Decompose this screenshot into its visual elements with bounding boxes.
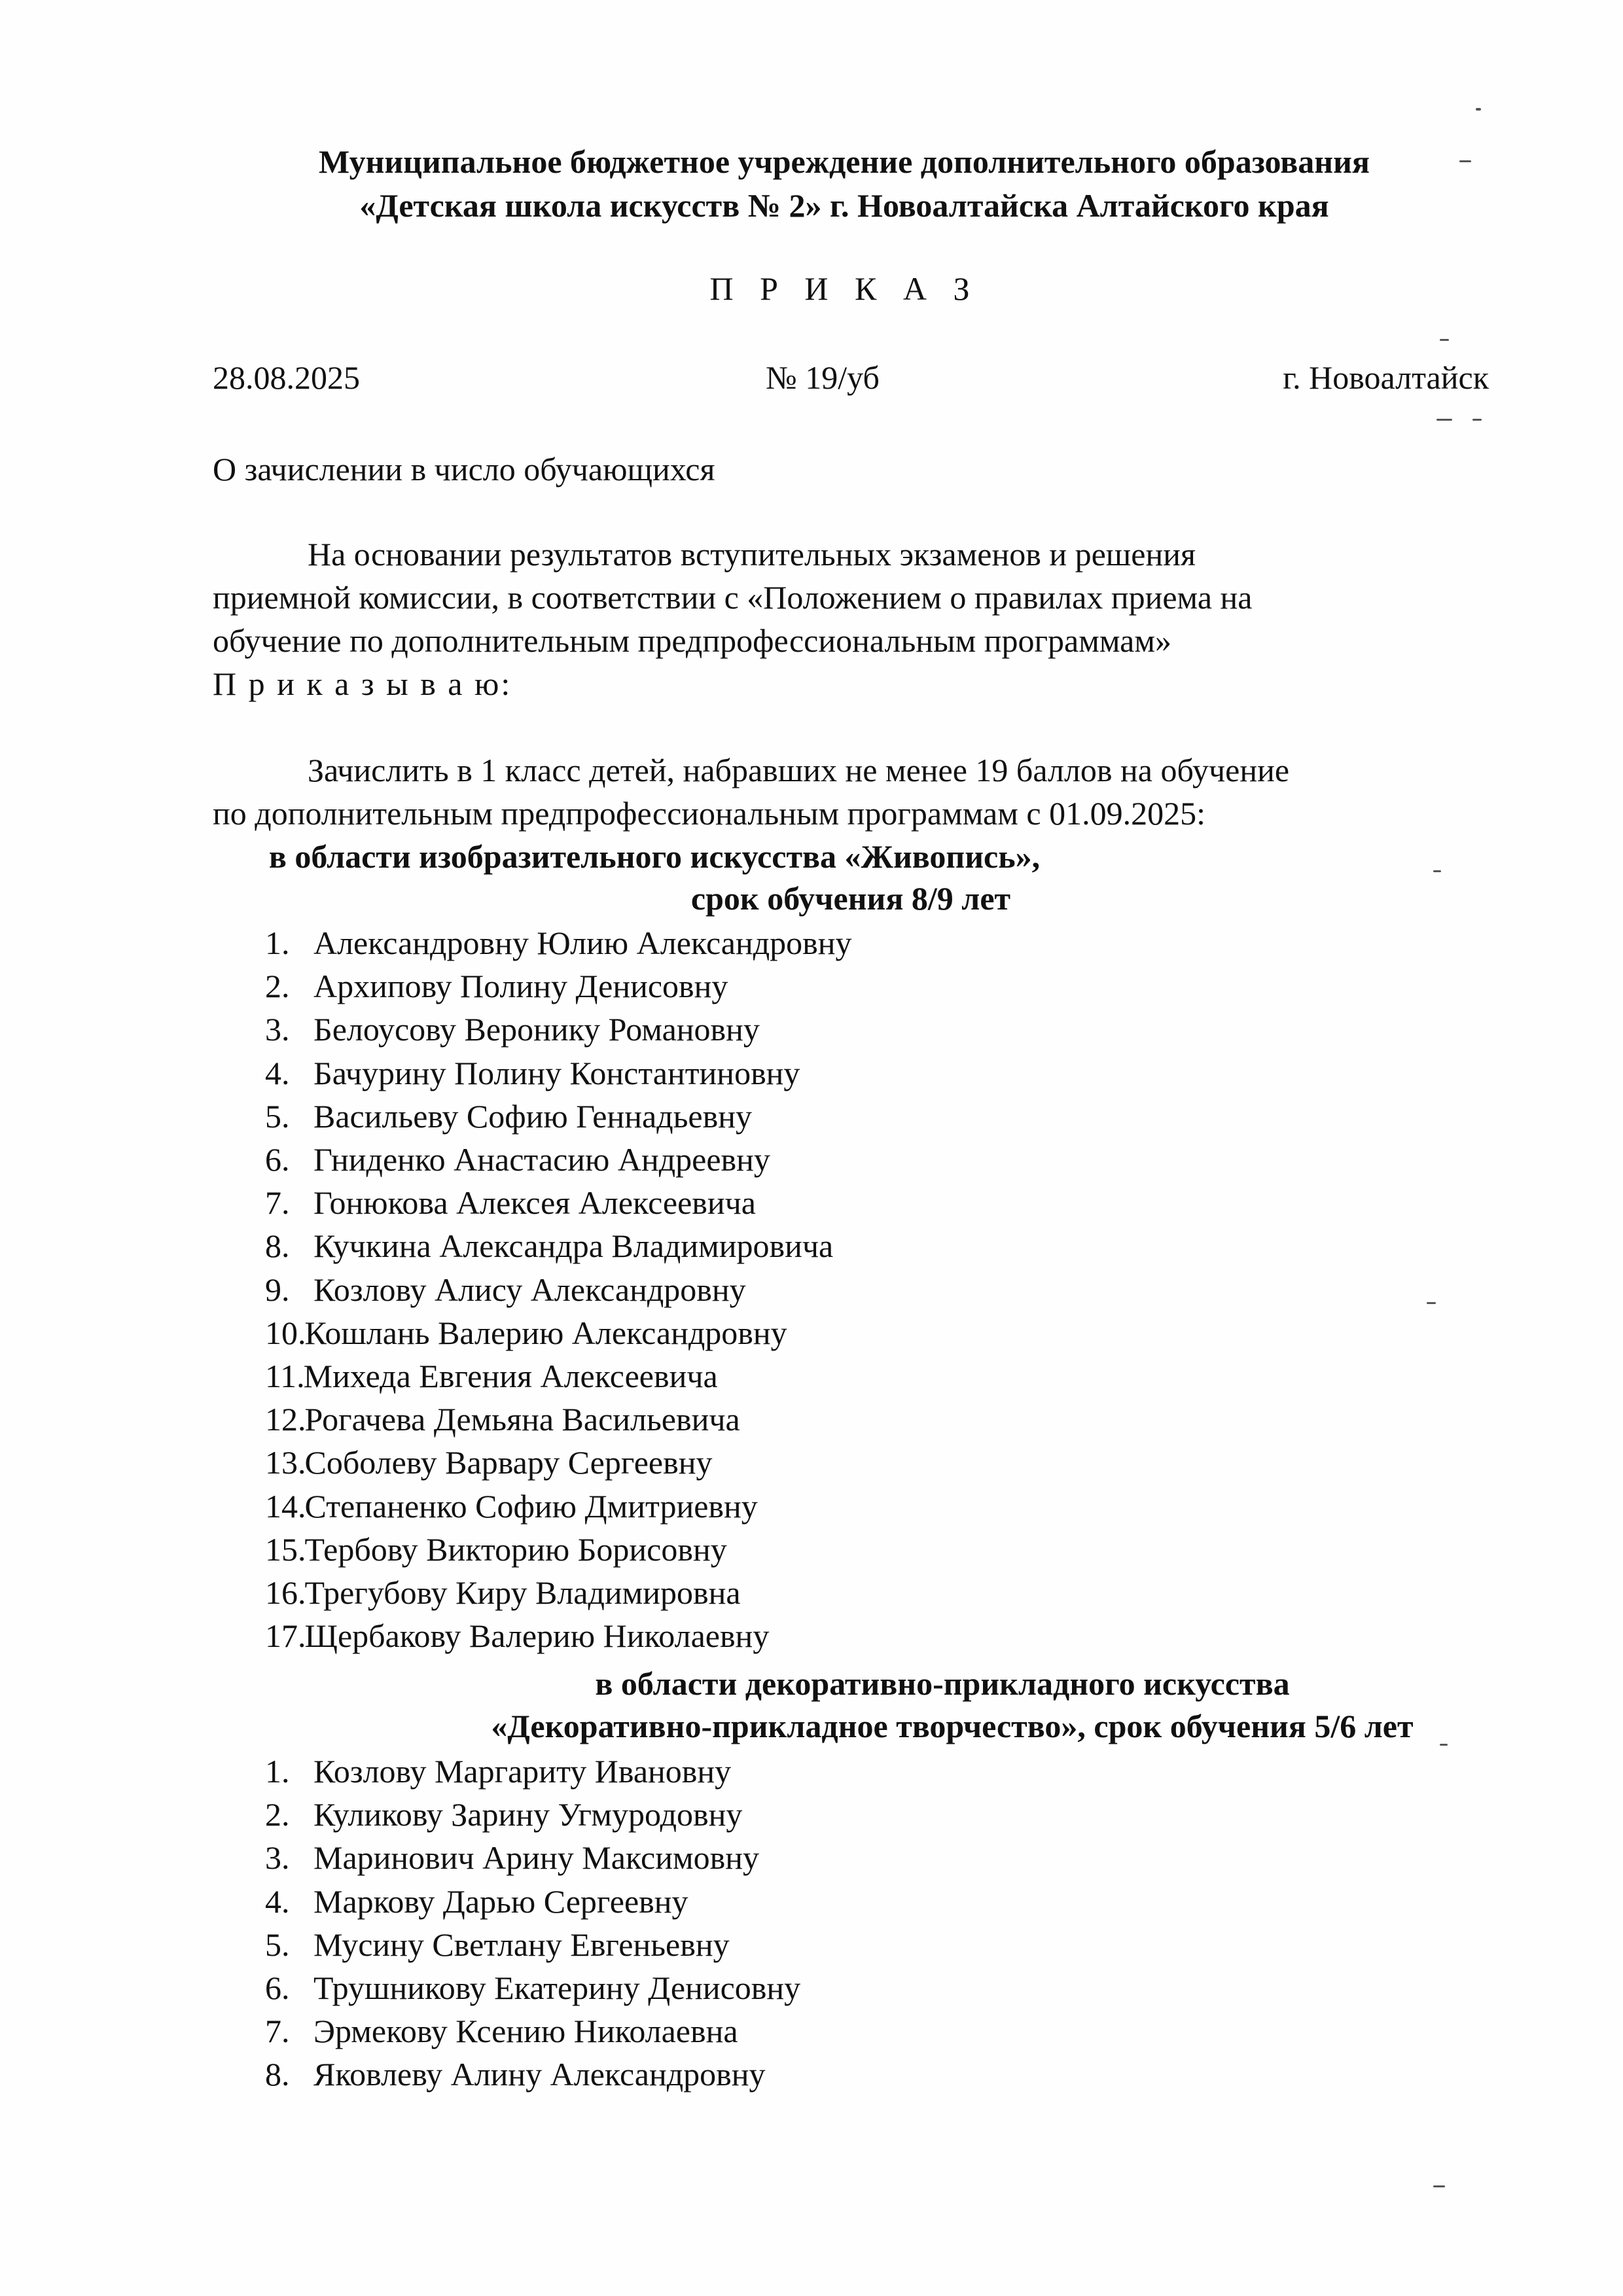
student-list-item (265, 924, 852, 962)
student-number: 12. (265, 1401, 306, 1438)
student-list-item (265, 967, 728, 1005)
student-number: 1. (265, 925, 290, 961)
student-list-item (265, 1271, 746, 1309)
student-number: 17. (265, 1617, 306, 1655)
student-name: Мусину Светлану Евгеньевну (313, 1926, 730, 1963)
order-number: № 19/уб (766, 359, 880, 396)
student-name: Соболеву Варвару Сергеевну (304, 1444, 713, 1481)
scan-speck (1476, 108, 1481, 111)
section-1-heading-1: в области изобразительного искусства «Живопись», (268, 838, 1041, 875)
student-list-item (265, 1097, 752, 1135)
student-list-item (265, 1314, 787, 1352)
preamble-line2: приемной комиссии, в соответствии с «Положением о правилах приема на (213, 579, 1253, 616)
student-name: Козлову Маргариту Ивановну (313, 1753, 732, 1790)
student-name: Щербакову Валерию Николаевну (304, 1617, 770, 1655)
preamble-line3: обучение по дополнительным предпрофессиональным программам» (213, 622, 1171, 659)
student-name: Васильеву Софию Геннадьевну (313, 1097, 752, 1135)
student-list-item (265, 1227, 833, 1265)
student-list-item (265, 1184, 756, 1222)
institution-name-line1: Муниципальное бюджетное учреждение дополнительного образования (319, 143, 1370, 180)
student-name: Куликову Зарину Угмуродовну (313, 1796, 743, 1833)
student-name: Гниденко Анастасию Андреевну (313, 1141, 770, 1178)
student-number: 4. (265, 1054, 290, 1091)
student-list-item (265, 2012, 738, 2050)
scan-speck (1433, 2185, 1445, 2187)
student-name: Кошлань Валерию Александровну (304, 1314, 787, 1351)
student-number: 8. (265, 2056, 290, 2093)
order-subject: О зачислении в число обучающихся (213, 451, 715, 487)
student-name: Гонюкова Алексея Алексеевича (313, 1184, 757, 1222)
scan-speck (1436, 419, 1452, 421)
student-name: Архипову Полину Денисовну (313, 968, 728, 1005)
student-name: Кучкина Александра Владимировича (313, 1227, 834, 1265)
student-number: 7. (265, 2013, 290, 2050)
student-list-item (265, 1054, 800, 1092)
student-list-item (265, 1010, 760, 1048)
student-number: 9. (265, 1271, 290, 1308)
student-name: Тербову Викторию Борисовну (304, 1530, 727, 1568)
student-list-item (265, 1752, 731, 1790)
student-number: 7. (265, 1184, 290, 1222)
order-word: П р и к а з ы в а ю: (213, 665, 512, 702)
student-list-item (265, 1882, 688, 1920)
preamble-line1: На основании результатов вступительных экзаменов и решения (308, 536, 1196, 573)
student-name: Трушникову Екатерину Денисовну (313, 1969, 801, 2006)
student-name: Яковлеву Алину Александровну (313, 2056, 766, 2093)
student-number: 4. (265, 1882, 290, 1920)
section-2-heading-2: «Декоративно-прикладное творчество», срок обучения 5/6 лет (491, 1708, 1414, 1744)
student-number: 13. (265, 1444, 306, 1481)
decree-line1: Зачислить в 1 класс детей, набравших не менее 19 баллов на обучение (308, 752, 1290, 788)
student-list-item (265, 2055, 766, 2093)
student-number: 3. (265, 1839, 290, 1877)
scan-speck (1433, 870, 1441, 872)
student-list-item (265, 1357, 718, 1395)
student-list-item (265, 1969, 800, 2007)
order-date: 28.08.2025 (213, 359, 360, 396)
student-name: Трегубову Киру Владимировна (304, 1574, 741, 1611)
student-number: 5. (265, 1097, 290, 1135)
student-list-item (265, 1795, 742, 1833)
student-name: Козлову Алису Александровну (313, 1271, 746, 1308)
student-name: Бачурину Полину Константиновну (313, 1054, 800, 1091)
student-list-item (265, 1617, 769, 1655)
student-list-item (265, 1530, 727, 1568)
student-number: 14. (265, 1487, 306, 1525)
decree-line2: по дополнительным предпрофессиональным программам с 01.09.2025: (213, 795, 1205, 832)
student-name: Степаненко Софию Дмитриевну (304, 1487, 758, 1525)
student-list-item (265, 1487, 758, 1525)
student-number: 15. (265, 1530, 306, 1568)
student-number: 1. (265, 1753, 290, 1790)
scan-speck (1472, 419, 1482, 421)
scan-speck (1440, 1744, 1448, 1746)
section-2-heading-1: в области декоративно-прикладного искусства (595, 1665, 1290, 1702)
student-list-item (265, 1400, 740, 1438)
student-number: 3. (265, 1011, 290, 1048)
student-number: 16. (265, 1574, 306, 1611)
student-number: 11. (265, 1358, 305, 1394)
student-number: 2. (265, 1796, 290, 1833)
student-number: 2. (265, 968, 290, 1005)
order-city: г. Новоалтайск (1283, 359, 1489, 396)
student-list-item (265, 1926, 730, 1964)
scan-speck (1427, 1302, 1436, 1304)
student-name: Маркову Дарью Сергеевну (313, 1882, 688, 1920)
student-name: Александровну Юлию Александровну (313, 925, 852, 961)
student-number: 8. (265, 1227, 290, 1265)
section-1-heading-2: срок обучения 8/9 лет (690, 880, 1011, 917)
institution-name-line2: «Детская школа искусств № 2» г. Новоалтайска Алтайского края (359, 187, 1329, 224)
student-number: 6. (265, 1969, 290, 2006)
student-number: 5. (265, 1926, 290, 1963)
student-list-item (265, 1574, 741, 1612)
student-list-item (265, 1839, 759, 1877)
student-name: Эрмекову Ксению Николаевна (313, 2013, 738, 2050)
document-title: П Р И К А З (709, 270, 979, 307)
scan-speck (1440, 339, 1449, 341)
scan-speck (1459, 160, 1471, 162)
student-name: Белоусову Веронику Романовну (313, 1011, 760, 1048)
student-list-item (265, 1140, 770, 1178)
student-number: 10. (265, 1314, 306, 1351)
student-list-item (265, 1443, 712, 1481)
student-name: Рогачева Демьяна Васильевича (304, 1401, 740, 1438)
student-number: 6. (265, 1141, 290, 1178)
student-name: Михеда Евгения Алексеевича (303, 1358, 718, 1394)
student-name: Маринович Арину Максимовну (313, 1839, 759, 1877)
